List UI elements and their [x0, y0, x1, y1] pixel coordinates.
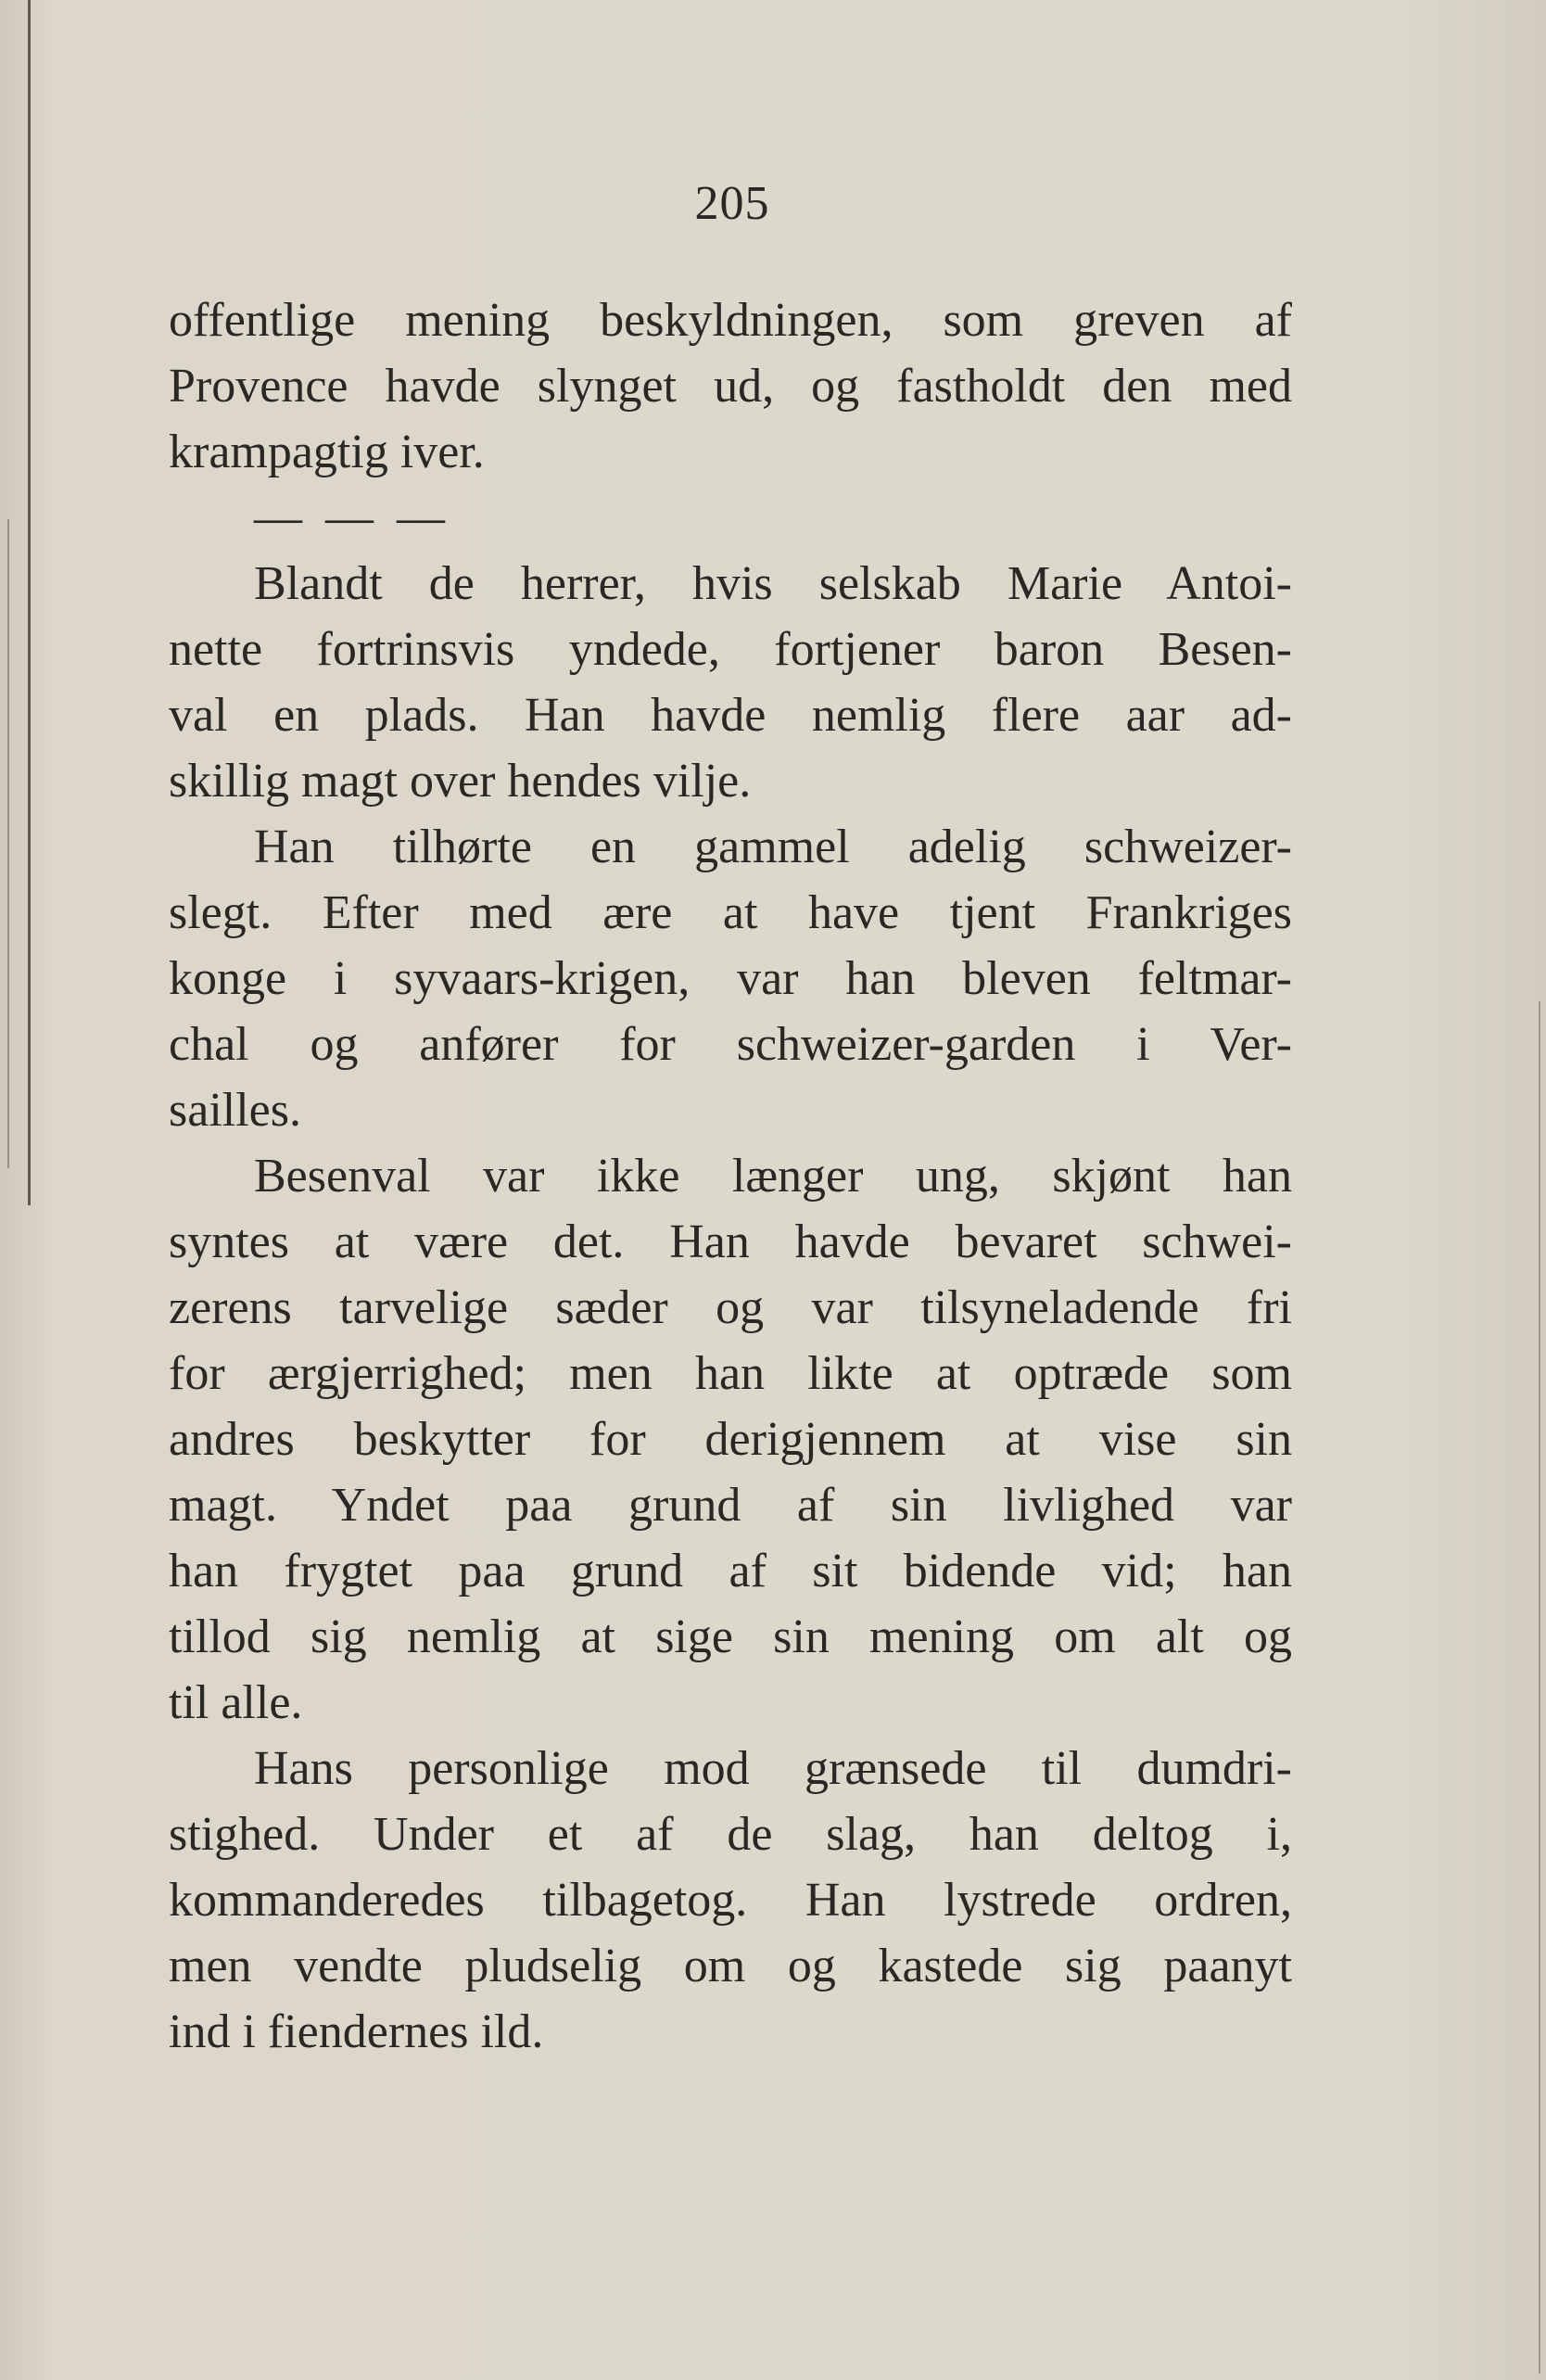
body-text — [169, 287, 1292, 2065]
text-line: konge i syvaars-krigen, var han bleven feltmar- — [169, 952, 1292, 1005]
paragraph-first-line: Blandt de herrer, hvis selskab Marie Antoi- — [254, 557, 1292, 610]
paragraph-first-line: Besenval var ikke længer ung, skjønt han — [254, 1150, 1292, 1203]
text-line: stighed. Under et af de slag, han deltog i, — [169, 1808, 1292, 1861]
paragraph-first-line: Hans personlige mod grænsede til dumdri- — [254, 1742, 1292, 1795]
page-number: 205 — [694, 177, 770, 230]
text-line: for ærgjerrighed; men han likte at optræde som — [169, 1347, 1292, 1400]
text-line: han frygtet paa grund af sit bidende vid; han — [169, 1545, 1292, 1597]
text-line: chal og anfører for schweizer-garden i Ver- — [169, 1018, 1292, 1071]
binding-edge-secondary — [7, 519, 9, 1168]
text-line: slegt. Efter med ære at have tjent Frankriges — [169, 886, 1292, 939]
text-line: zerens tarvelige sæder og var tilsyneladende fri — [169, 1281, 1292, 1334]
text-line: Provence havde slynget ud, og fastholdt den med — [169, 360, 1292, 413]
text-line: val en plads. Han havde nemlig flere aar ad- — [169, 689, 1292, 742]
text-line: andres beskytter for derigjennem at vise sin — [169, 1413, 1292, 1466]
page-edge — [1539, 1001, 1540, 2374]
section-separator: — — — — [254, 491, 450, 544]
text-line: sailles. — [169, 1084, 301, 1137]
text-line: men vendte pludselig om og kastede sig paanyt — [169, 1940, 1292, 1992]
text-line: til alle. — [169, 1676, 303, 1729]
text-line: magt. Yndet paa grund af sin livlighed var — [169, 1479, 1292, 1532]
text-line: tillod sig nemlig at sige sin mening om alt og — [169, 1610, 1292, 1663]
paragraph-first-line: Han tilhørte en gammel adelig schweizer- — [254, 821, 1292, 873]
text-line: nette fortrinsvis yndede, fortjener baron Besen- — [169, 623, 1292, 676]
text-line: ind i fiendernes ild. — [169, 2005, 544, 2058]
text-line: skillig magt over hendes vilje. — [169, 755, 752, 808]
text-line: kommanderedes tilbagetog. Han lystrede ordren, — [169, 1874, 1292, 1927]
text-line: syntes at være det. Han havde bevaret schwei- — [169, 1215, 1292, 1268]
text-line: offentlige mening beskyldningen, som greven af — [169, 294, 1292, 347]
text-line: krampagtig iver. — [169, 426, 485, 478]
